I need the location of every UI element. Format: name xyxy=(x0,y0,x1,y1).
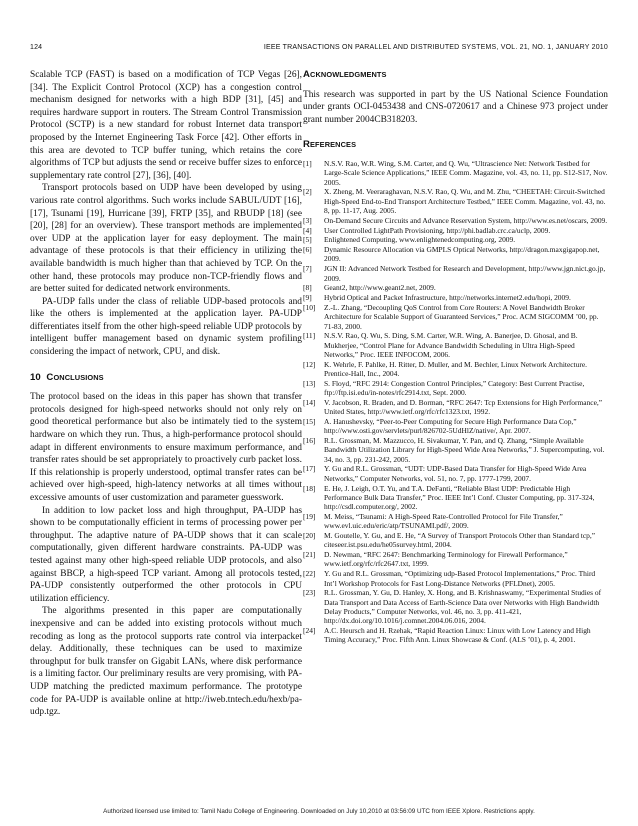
reference-item xyxy=(303,159,608,187)
reference-number: [21] xyxy=(303,550,316,560)
reference-number: [8] xyxy=(303,283,312,293)
reference-item xyxy=(303,436,608,464)
reference-text: Z.-L. Zhang, “Decoupling QoS Control from Core Routers: A Novel Bandwidth Broker Architecture for Scalable Support of Guaranteed Services,” Proc. ACM SIGCOMM ’00, pp. 71-83, 2000. xyxy=(324,302,599,331)
reference-text: D. Newman, “RFC 2647: Benchmarking Terminology for Firewall Performance,” www.ietf.org/rfc/rfc2647.txt, 1999. xyxy=(324,550,568,569)
reference-text: M. Meiss, “Tsunami: A High-Speed Rate-Controlled Protocol for File Transfer,” www.evl.uic.edu/eric/atp/TSUNAMI.pdf/, 2009. xyxy=(324,511,563,531)
paragraph-conclusions-2: In addition to low packet loss and high throughput, PA-UDP has shown to be computationally efficient in terms of processing power per throughput. The adaptive nature of PA-UDP shows that it can scale computationally, given different hardware constraints. PA-UDP was tested against many other high-speed reliable UDP protocols, and also against BBCP, a high-speed TCP variant. Among all protocols tested, PA-UDP consistently outperformed the other protocols in CPU utilization efficiency. xyxy=(30,505,302,604)
reference-number: [15] xyxy=(303,416,316,426)
reference-number: [11] xyxy=(303,331,316,341)
reference-text: M. Goutelle, Y. Gu, and E. He, “A Survey of Transport Protocols Other than Standard tcp,” citeseer.ist.psu.edu/he05survey.html, 2004. xyxy=(324,531,596,550)
reference-item xyxy=(303,588,608,625)
reference-item xyxy=(303,245,608,264)
reference-text: R.L. Grossman, Y. Gu, D. Hanley, X. Hong, and B. Krishnaswamy, “Experimental Studies of Data Transport and Data Access of Earth-Science Data over Networks with High Bandwidth Delay Products,” Computer Networks, vol. 46, no. 3, pp. 411-421, http://dx.doi.org/10.1016/j.comnet.2004.06.016, 2004. xyxy=(324,588,602,626)
reference-number: [24] xyxy=(303,626,316,636)
reference-number: [1] xyxy=(303,158,312,168)
reference-number: [10] xyxy=(303,302,316,312)
reference-item xyxy=(303,550,608,569)
reference-text: E. He, J. Leigh, O.T. Yu, and T.A. DeFanti, “Reliable Blast UDP: Predictable High Performance Bulk Data Transfer,” Proc. IEEE Int’l Conf. Cluster Computing, pp. 317-324, http://csdl.computer.org/, 2002. xyxy=(324,483,595,512)
paragraph-related-work-udp: Transport protocols based on UDP have been developed by using various rate control algorithms. Such works include SABUL/UDT [16], [17], Tsunami [19], Hurricane [39], FRTP [35], and RBUDP [18] (see [20], [28] for an overview). These transport methods are implemented over UDP at the application layer for easy deployment. The main advantage of these protocols is that their efficiency in utilizing the available bandwidth is much higher than that achieved by TCP. On the other hand, these protocols may produce non-TCP-friendly flows and are better suited for dedicated network environments. xyxy=(30,183,302,295)
reference-number: [18] xyxy=(303,483,316,493)
page-number: 124 xyxy=(30,44,43,51)
reference-item xyxy=(303,235,608,244)
ack-title-rest: CKNOWLEDGMENTS xyxy=(310,70,387,79)
reference-text: N.S.V. Rao, Q. Wu, S. Ding, S.M. Carter, W.R. Wing, A. Banerjee, D. Ghosal, and B. Mukherjee, “Control Plane for Advance Bandwidth Scheduling in Ultra High-Speed Networks,” Proc. IEEE INFOCOM, 2006. xyxy=(324,331,578,359)
journal-header: IEEE TRANSACTIONS ON PARALLEL AND DISTRIBUTED SYSTEMS, VOL. 21, NO. 1, JANUARY 2010 xyxy=(263,44,608,51)
reference-item xyxy=(303,379,608,398)
reference-text: Geant2, http://www.geant2.net, 2009. xyxy=(324,283,436,293)
reference-text: Y. Gu and R.L. Grossman, “UDT: UDP-Based Data Transfer for High-Speed Wide Area Networks,” Computer Networks, vol. 51, no. 7, pp. 1777-1799, 2007. xyxy=(324,464,587,483)
section-number: 10 xyxy=(30,371,41,383)
reference-item xyxy=(303,226,608,235)
reference-item xyxy=(303,303,608,331)
license-footer: Authorized licensed use limited to: Tamil Nadu College of Engineering. Downloaded on July 10,2010 at 03:56:09 UTC from IEEE Xplore. Restrictions apply. xyxy=(103,808,535,815)
paragraph-conclusions-1: The protocol based on the ideas in this paper has shown that transfer protocols designed for high-speed networks should not only rely on good theoretical performance but also be intimately tied to the system hardware on which they run. Thus, a high-performance protocol should adapt in different environments to ensure maximum performance, and transfer rates should be set appropriately to proactively curb packet loss. If this relationship is properly understood, optimal transfer rates can be achieved over high-speed, high-latency networks at all times without excessive amounts of user customization and parameter guesswork. xyxy=(30,392,302,503)
reference-text: V. Jacobson, R. Braden, and D. Borman, “RFC 2647: Tcp Extensions for High Performance,” United States, http://www.ietf.org/rfc/rfc1323.txt, 1992. xyxy=(324,397,603,417)
reference-text: Enlightened Computing, www.enlightenedcomputing.org, 2009. xyxy=(324,235,516,245)
reference-text: On-Demand Secure Circuits and Advance Reservation System, http://www.es.net/oscars, 2009. xyxy=(324,215,608,225)
section-title-initial: C xyxy=(46,371,54,383)
acknowledgments-text: This research was supported in part by the US National Science Foundation under grants OCI-0453438 and CNS-0720617 and a Chinese 973 project under grant number 2004CB318203. xyxy=(303,89,608,125)
reference-number: [14] xyxy=(303,397,316,407)
ref-title-rest: EFERENCES xyxy=(310,140,357,150)
reference-text: Hybrid Optical and Packet Infrastructure, http://networks.internet2.edu/hopi, 2009. xyxy=(324,293,571,303)
reference-item xyxy=(303,512,608,531)
section-heading-references xyxy=(303,139,608,152)
reference-item xyxy=(303,398,608,417)
reference-item xyxy=(303,626,608,645)
left-column xyxy=(30,69,302,719)
ack-title-initial: A xyxy=(303,69,311,80)
reference-text: R.L. Grossman, M. Mazzucco, H. Sivakumar, Y. Pan, and Q. Zhang, “Simple Available Bandwidth Utilization Library for High-Speed Wide Area Networks,” J. Supercomputing, vol. 34, no. 3, pp. 231-242, 2005. xyxy=(324,436,605,464)
reference-item xyxy=(303,331,608,359)
reference-number: [23] xyxy=(303,588,316,598)
reference-item xyxy=(303,283,608,292)
reference-item xyxy=(303,531,608,550)
reference-number: [6] xyxy=(303,245,312,255)
reference-item xyxy=(303,187,608,215)
reference-text: User Controlled LightPath Provisioning, http://phi.badlab.crc.ca/uclp, 2009. xyxy=(324,225,551,235)
reference-number: [16] xyxy=(303,436,316,446)
reference-number: [13] xyxy=(303,378,316,388)
reference-text: X. Zheng, M. Veeraraghavan, N.S.V. Rao, Q. Wu, and M. Zhu, “CHEETAH: Circuit-Switched High-Speed End-to-End Transport Architecture Testbed,” IEEE Comm. Magazine, vol. 43, no. 8, pp. 11-17, Aug. 2005. xyxy=(324,187,606,215)
reference-text: S. Floyd, “RFC 2914: Congestion Control Principles,” Category: Best Current Practise, ftp://ftp.isi.edu/in-notes/rfc2914.txt, Sept. 2000. xyxy=(324,378,585,398)
reference-item xyxy=(303,293,608,302)
section-heading-conclusions xyxy=(30,372,302,385)
reference-text: A.C. Heursch and H. Rzehak, “Rapid Reaction Linux: Linux with Low Latency and High Timing Accuracy,” Proc. Fifth Ann. Linux Showcase & Conf. (ALS ’01), p. 4, 2001. xyxy=(324,626,591,645)
reference-number: [7] xyxy=(303,264,312,274)
reference-item xyxy=(303,569,608,588)
reference-number: [19] xyxy=(303,511,316,521)
reference-text: JGN II: Advanced Network Testbed for Research and Development, http://www.jgn.nict.go.jp, 2009. xyxy=(324,264,606,283)
paragraph-paudp-class: PA-UDP falls under the class of reliable UDP-based protocols and like the others is implemented at the application layer. PA-UDP differentiates itself from the other high-speed reliable UDP protocols by intelligent buffer management based on dynamic system profiling considering the impact of network, CPU, and disk. xyxy=(30,296,302,358)
reference-number: [5] xyxy=(303,235,312,245)
right-column xyxy=(303,69,608,645)
reference-text: A. Hanushevsky, “Peer-to-Peer Computing for Secure High Performance Data Cop,” http://www.osti.gov/servlets/purl/826702-5UdHlZ/native/, Apr. 2007. xyxy=(324,416,577,436)
reference-text: N.S.V. Rao, W.R. Wing, S.M. Carter, and Q. Wu, “Ultrascience Net: Network Testbed for Large-Scale Science Applications,” IEEE Comm. Magazine, vol. 43, no. 11, pp. S12-S17, Nov. 2005. xyxy=(324,158,608,187)
reference-number: [3] xyxy=(303,215,312,225)
reference-number: [17] xyxy=(303,464,316,474)
reference-text: Dynamic Resource Allocation via GMPLS Optical Networks, http://dragon.maxgigapop.net, 2009. xyxy=(324,245,600,264)
reference-list xyxy=(303,159,608,645)
ref-title-initial: R xyxy=(303,139,311,151)
reference-number: [22] xyxy=(303,569,316,579)
reference-number: [2] xyxy=(303,187,312,197)
paragraph-conclusions-3: The algorithms presented in this paper are computationally inexpensive and can be added into existing protocols without much recoding as long as the protocol supports rate control via interpacket delay. Additionally, these techniques can be used to maximize throughput for bulk transfer on Gigabit LANs, where disk performance is a limiting factor. Our preliminary results are very promising, with PA-UDP matching the predicted maximum performance. The prototype code for PA-UDP is available online at http://iweb.tntech.edu/hexb/pa-udp.tgz. xyxy=(30,606,302,718)
reference-item xyxy=(303,464,608,483)
running-header xyxy=(30,44,608,56)
paragraph-related-work-tcp: Scalable TCP (FAST) is based on a modification of TCP Vegas [26], [34]. The Explicit Control Protocol (XCP) has a congestion control mechanism designed for networks with a high BDP [31], [45] and requires hardware support in routers. The Stream Control Transmission Protocol (SCTP) is a new standard for robust Internet data transport proposed by the Internet Engineering Task Force [42]. Other efforts in this area are devoted to TCP buffer tuning, which retains the core algorithms of TCP but adjusts the send or receive buffer sizes to enforce supplementary rate control [27], [36], [40]. xyxy=(30,70,302,181)
section-heading-acknowledgments xyxy=(303,69,608,82)
section-title-rest: ONCLUSIONS xyxy=(53,372,104,382)
reference-item xyxy=(303,417,608,436)
reference-number: [9] xyxy=(303,293,312,303)
reference-item xyxy=(303,484,608,512)
reference-text: K. Wehrle, F. Pahlke, H. Ritter, D. Muller, and M. Bechler, Linux Network Architecture. Prentice-Hall, Inc., 2004. xyxy=(324,359,587,378)
reference-item xyxy=(303,216,608,225)
reference-number: [20] xyxy=(303,531,316,541)
reference-text: Y. Gu and R.L. Grossman, “Optimizing udp-Based Protocol Implementations,” Proc. Third Int’l Workshop Protocols for Fast Long-Distance Networks (PFLDnet), 2005. xyxy=(324,569,596,588)
reference-number: [4] xyxy=(303,225,312,235)
reference-number: [12] xyxy=(303,359,316,369)
reference-item xyxy=(303,264,608,283)
reference-item xyxy=(303,360,608,379)
